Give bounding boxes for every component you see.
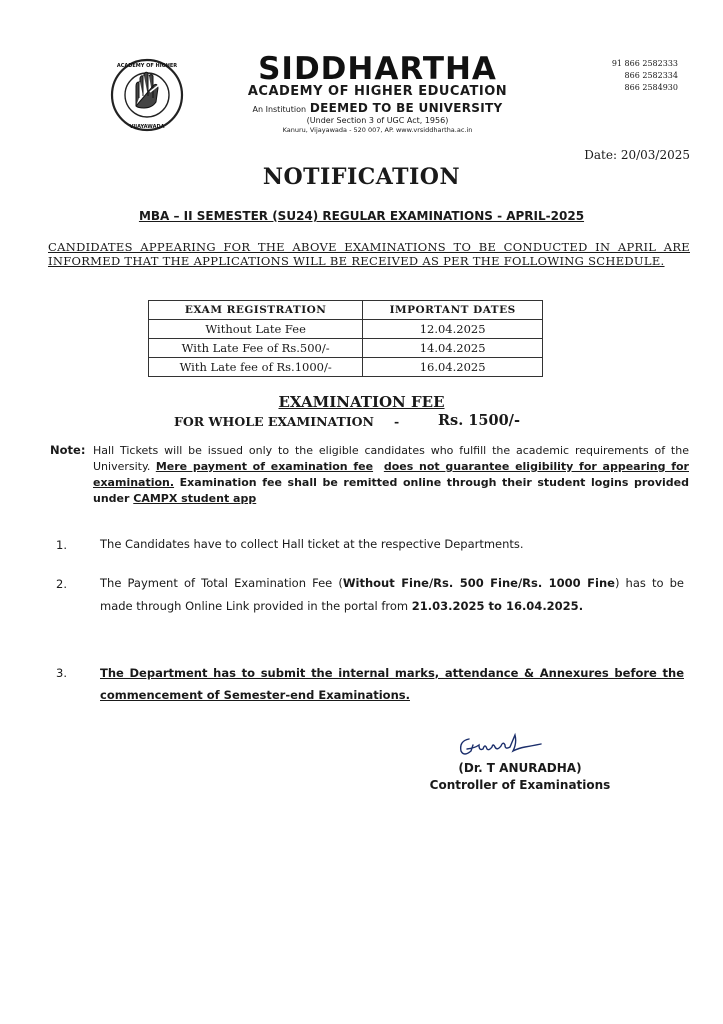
institution-prefix: An Institution: [252, 105, 307, 114]
phone-number: 866 2584930: [624, 83, 678, 92]
signatory-name: (Dr. T ANURADHA): [458, 761, 582, 775]
phone-number: 91 866 2582333: [611, 59, 678, 68]
signature-image: [455, 731, 555, 761]
note-text-part: Hall Tickets will be issued only to the eligible candidates who fulfill the academic requirements of the University.: [93, 444, 689, 473]
signatory-designation: Controller of Examinations: [429, 778, 611, 792]
note-bold-text: Mere payment of examination fee: [155, 460, 374, 473]
fee-amount: Rs. 1500/-: [438, 412, 520, 429]
instruction-item: The Department has to submit the internal marks, attendance & Annexures before the commencement of Semester-end Examinations.: [100, 666, 684, 702]
table-cell: 14.04.2025: [363, 339, 543, 358]
table-row: [149, 339, 543, 358]
column-header: EXAM REGISTRATION: [149, 301, 363, 320]
svg-text:ACADEMY OF HIGHER: ACADEMY OF HIGHER: [116, 63, 178, 69]
campx-app-link: CAMPX student app: [133, 492, 257, 505]
item-bold-text: 21.03.2025 to 16.04.2025.: [411, 599, 584, 613]
table-row: [149, 320, 543, 339]
note-text-part: Examination fee shall be remitted online through their student logins provided under: [93, 476, 689, 505]
university-seal-logo: [100, 58, 194, 132]
column-header: IMPORTANT DATES: [363, 301, 543, 320]
exam-subtitle: MBA – II SEMESTER (SU24) REGULAR EXAMINATIONS - APRIL-2025: [138, 209, 585, 223]
schedule-table: [148, 300, 543, 377]
item-bold-text: Without Fine/Rs. 500 Fine/Rs. 1000 Fine: [342, 576, 615, 590]
notification-date: Date: 20/03/2025: [584, 148, 690, 162]
instruction-item: [100, 572, 684, 618]
table-cell: With Late Fee of Rs.500/-: [149, 339, 363, 358]
table-cell: 16.04.2025: [363, 358, 543, 377]
phone-numbers: [588, 58, 678, 94]
university-name: SIDDHARTHA: [258, 51, 497, 87]
item-number: 1.: [56, 538, 67, 552]
page-title: NOTIFICATION: [262, 164, 461, 190]
item-text-part: The Payment of Total Examination Fee (: [100, 576, 343, 590]
note-label: Note:: [50, 443, 86, 457]
svg-text:VIJAYAWADA: VIJAYAWADA: [129, 124, 165, 130]
phone-number: 866 2582334: [624, 71, 678, 80]
note-text: [93, 443, 689, 507]
table-header-row: [149, 301, 543, 320]
intro-paragraph: CANDIDATES APPEARING FOR THE ABOVE EXAMINATIONS TO BE CONDUCTED IN APRIL ARE INFORMED THAT THE APPLICATIONS WILL BE RECEIVED AS PER THE FOLLOWING SCHEDULE.: [48, 240, 690, 268]
act-reference: (Under Section 3 of UGC Act, 1956): [306, 116, 449, 125]
table-cell: Without Late Fee: [149, 320, 363, 339]
university-subtitle: ACADEMY OF HIGHER EDUCATION: [247, 84, 508, 99]
table-row: [149, 358, 543, 377]
fee-heading: EXAMINATION FEE: [278, 393, 445, 411]
institution-status: DEEMED TO BE UNIVERSITY: [309, 101, 503, 115]
address: Kanuru, Vijayawada - 520 007, AP. www.vrsiddhartha.ac.in: [282, 126, 473, 134]
table-cell: 12.04.2025: [363, 320, 543, 339]
instruction-item: The Candidates have to collect Hall ticket at the respective Departments.: [100, 537, 524, 551]
table-cell: With Late fee of Rs.1000/-: [149, 358, 363, 377]
fee-label: FOR WHOLE EXAMINATION: [174, 414, 374, 429]
item-number: 3.: [56, 666, 67, 680]
note-bold-text: does not guarantee eligibility for appearing for examination.: [93, 460, 689, 489]
item-number: 2.: [56, 577, 67, 591]
item-text-part: ) has to be made through Online Link provided in the portal from: [100, 576, 684, 613]
fee-dash: -: [394, 414, 400, 429]
